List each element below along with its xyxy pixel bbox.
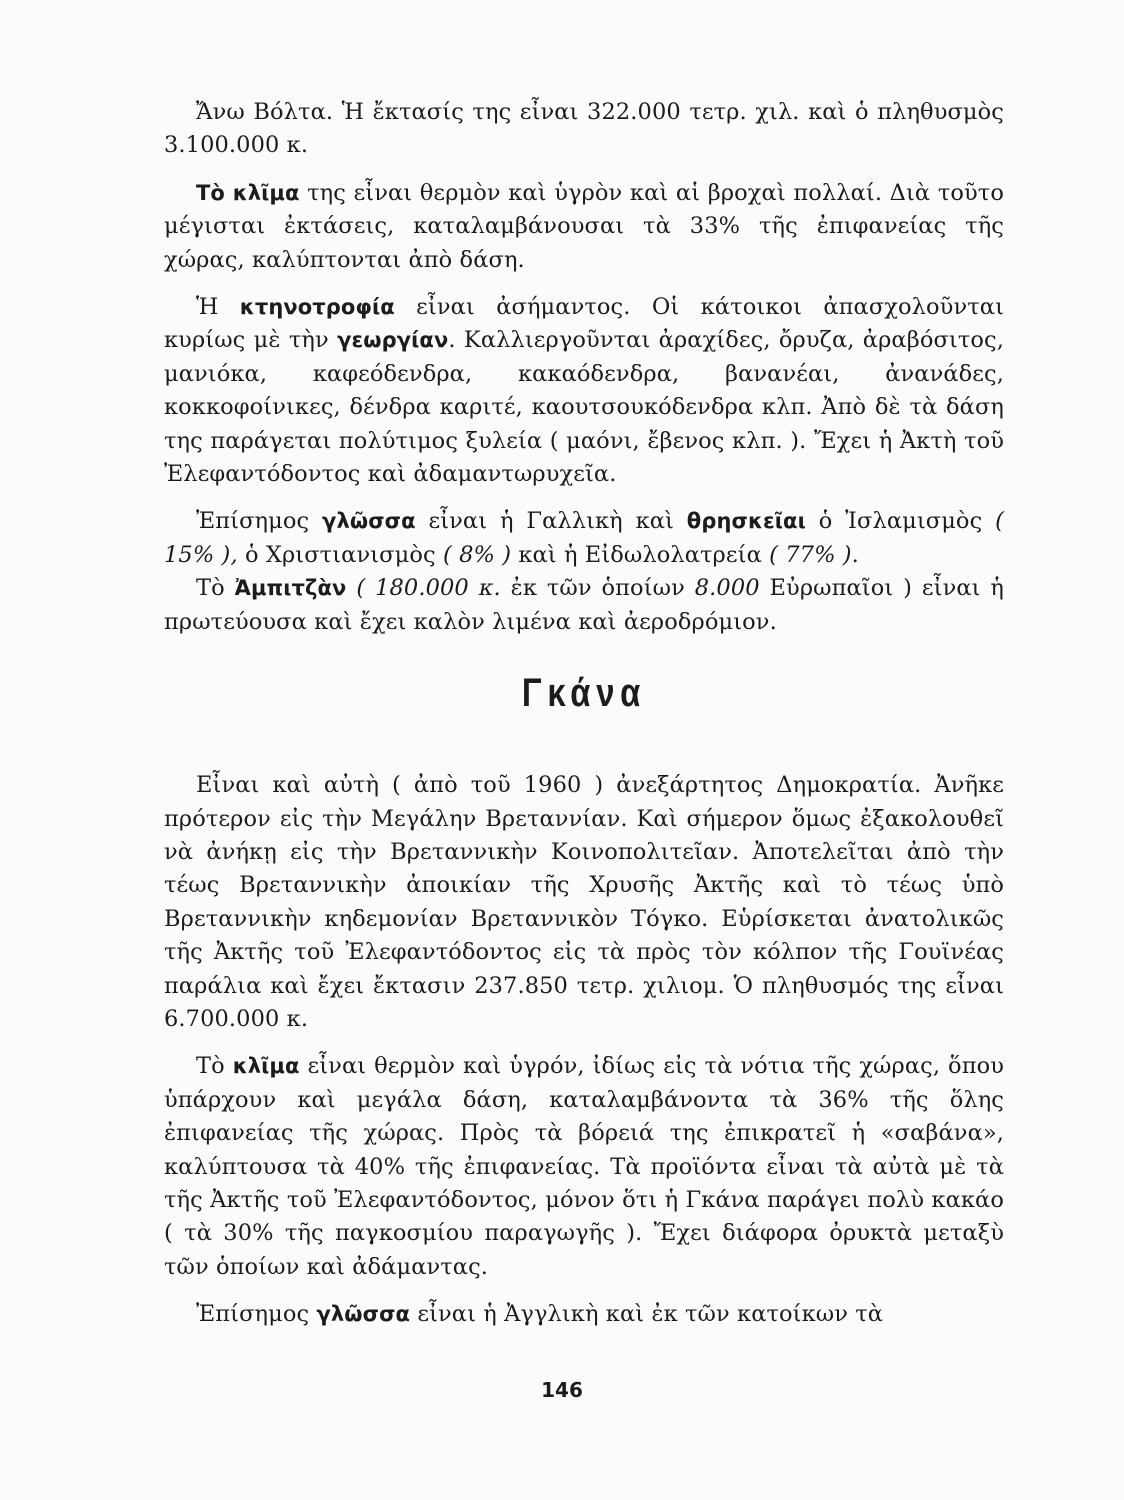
text-run: εἶναι ἡ Γαλλικὴ καὶ xyxy=(415,508,687,535)
bold-term-climate: Τὸ κλῖμα xyxy=(196,180,300,205)
paragraph-climate-ivory-coast xyxy=(164,177,1004,277)
text-run: Ἐπίσημος xyxy=(196,508,323,535)
paragraph-agriculture-ivory-coast xyxy=(164,291,1004,491)
paragraph-ghana-climate xyxy=(164,1050,1004,1284)
bold-term-abidjan: Ἀμπιτζὰν xyxy=(234,576,347,601)
text-run: καὶ ἡ Εἰδωλολατρεία xyxy=(511,541,770,568)
text-run: ὁ Ἰσλαμισμὸς xyxy=(805,508,996,535)
paragraph-ghana-intro xyxy=(164,769,1004,1036)
text-run: Τὸ xyxy=(196,1053,233,1080)
italic-percent: ( 15% ), xyxy=(164,508,1004,568)
text-run: εἶναι ἀσήμαντος. Οἱ κάτοικοι ἀπασχολοῦνται κυρίως μὲ τὴν xyxy=(164,294,1004,354)
paragraph-capital-abidjan xyxy=(164,572,1004,639)
text-run: Ἐπίσημος xyxy=(196,1301,317,1328)
bold-term-climate: κλῖμα xyxy=(232,1054,300,1079)
text-run: εἶναι θερμὸν καὶ ὑγρόν, ἰδίως εἰς τὰ νότια τῆς χώρας, ὅπου ὑπάρχουν καὶ μεγάλα δάση, καταλαμβάνοντα τὰ 36% τῆς ὅλης ἐπιφανείας τῆς χώρας. Πρὸς τὰ βόρειά της ἐπικρατεῖ ἡ «σαβάνα», καλύπτουσα τὰ 40% τῆς ἐπιφανείας. Τὰ προϊόντα εἶναι τὰ αὐτὰ μὲ τὰ τῆς Ἀκτῆς τοῦ Ἐλεφαντόδοντος, μόνον ὅτι ἡ Γκάνα παράγει πολὺ κακάο ( τὰ 30% τῆς παγκοσμίου παραγωγῆς ). Ἔχει διάφορα ὀρυκτὰ μεταξὺ τῶν ὁποίων καὶ ἀδάμαντας. xyxy=(164,1053,1004,1280)
italic-percent: ( 8% ) xyxy=(442,541,512,568)
italic-percent: ( 77% ). xyxy=(769,541,859,568)
text-run: εἶναι ἡ Ἀγγλικὴ καὶ ἐκ τῶν κατοίκων τὰ xyxy=(410,1301,884,1328)
bold-term-livestock: κτηνοτροφία xyxy=(239,295,395,320)
page-number: 146 xyxy=(541,1378,583,1402)
bold-term-language: γλῶσσα xyxy=(316,1302,411,1327)
paragraph-ghana-language xyxy=(164,1298,1004,1331)
text-run: ὁ Χριστιανισμὸς xyxy=(237,541,443,568)
text-run: Εὐρωπαῖοι ) εἶναι ἡ πρωτεύουσα καὶ ἔχει καλὸν λιμένα καὶ ἀεροδρόμιον. xyxy=(164,575,1005,635)
text-run: . Καλλιεργοῦνται ἀραχίδες, ὄρυζα, ἀραβόσιτος, μανιόκα, καφεόδενδρα, κακαόδενδρα, βανανέαι, ἀνανάδες, κοκκοφοίνικες, δένδρα καριτέ, καουτσουκόδενδρα κλπ. Ἀπὸ δὲ τὰ δάση της παράγεται πολύτιμος ξυλεία ( μαόνι, ἔβενος κλπ. ). Ἔχει ἡ Ἀκτὴ τοῦ Ἐλεφαντόδοντος καὶ ἀδαμαντωρυχεῖα. xyxy=(164,327,1004,488)
text-run: Ἡ xyxy=(196,294,240,321)
text-run: ἐκ τῶν ὁποίων xyxy=(500,575,695,602)
text-run: Τὸ xyxy=(196,575,235,602)
paragraph-upper-volta-area xyxy=(164,96,1004,163)
paragraph-text: της εἶναι θερμὸν καὶ ὑγρὸν καὶ αἱ βροχαὶ πολλαί. Διὰ τοῦτο μέγισται ἐκτάσεις, καταλαμβάνουσαι τὰ 33% τῆς ἐπιφανείας τῆς χώρας, καλύπτονται ἀπὸ δάση. xyxy=(164,179,1004,273)
bold-term-language: γλῶσσα xyxy=(322,509,416,534)
paragraph-text: Ἄνω Βόλτα. Ἡ ἔκτασίς της εἶναι 322.000 τετρ. χιλ. καὶ ὁ πληθυσμὸς 3.100.000 κ. xyxy=(164,99,1004,159)
paragraph-text: Εἶναι καὶ αὐτὴ ( ἀπὸ τοῦ 1960 ) ἀνεξάρτητος Δημοκρατία. Ἀνῆκε πρότερον εἰς τὴν Μεγάλην Βρεταννίαν. Καὶ σήμερον ὅμως ἐξακολουθεῖ νὰ ἀνήκῃ εἰς τὴν Βρεταννικὴν Κοινοπολιτεῖαν. Ἀποτελεῖται ἀπὸ τὴν τέως Βρεταννικὴν ἀποικίαν τῆς Χρυσῆς Ἀκτῆς καὶ τὸ τέως ὑπὸ Βρεταννικὴν κηδεμονίαν Βρεταννικὸν Τόγκο. Εὑρίσκεται ἀνατολικῶς τῆς Ἀκτῆς τοῦ Ἐλεφαντόδοντος εἰς τὰ πρὸς τὸν κόλπον τῆς Γουϊνέας παράλια καὶ ἔχει ἔκτασιν 237.850 τετρ. χιλιομ. Ὁ πληθυσμός της εἶναι 6.700.000 κ. xyxy=(164,772,1004,1032)
italic-population: ( 180.000 κ. xyxy=(346,575,501,602)
paragraph-language-religion xyxy=(164,505,1004,572)
bold-term-agriculture: γεωργίαν xyxy=(337,328,449,353)
bold-term-religions: θρησκεῖαι xyxy=(686,509,806,534)
body-text xyxy=(164,96,1004,1332)
italic-number: 8.000 xyxy=(694,575,760,602)
section-title-ghana: Γκάνα xyxy=(521,671,647,716)
